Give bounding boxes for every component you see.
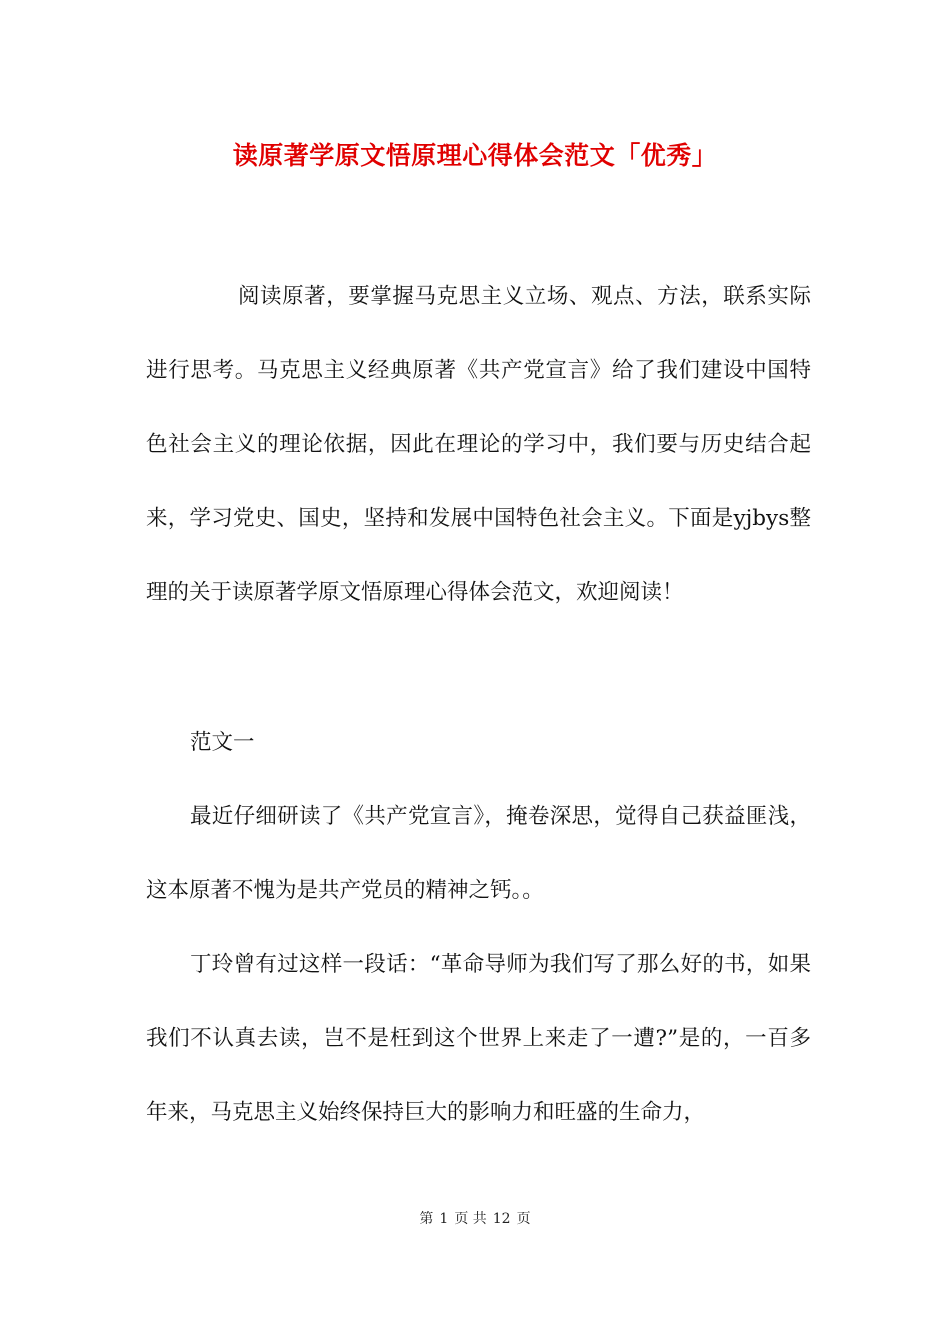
footer-total-pages: 12 [492,1211,511,1227]
body-paragraph-1: 最近仔细研读了《共产党宣言》，掩卷深思，觉得自己获益匪浅，这本原著不愧为是共产党员的精神之钙。。 [146,804,811,903]
footer-page-number: 1 [439,1211,449,1227]
footer-suffix: 页 [516,1211,531,1227]
section-heading: 范文一 [190,730,255,755]
page-footer [0,1208,950,1228]
document-title: 读原著学原文悟原理心得体会范文「优秀」 [232,141,718,170]
footer-middle: 页 共 [454,1211,487,1227]
footer-prefix: 第 [419,1211,434,1227]
body-paragraph-2: 丁玲曾有过这样一段话：“革命导师为我们写了那么好的书，如果我们不认真去读，岂不是枉到这个世界上来走了一遭?”是的，一百多年来，马克思主义始终保持巨大的影响力和旺盛的生命力， [146,952,811,1125]
intro-paragraph: 阅读原著，要掌握马克思主义立场、观点、方法，联系实际进行思考。马克思主义经典原著《共产党宣言》给了我们建设中国特色社会主义的理论依据，因此在理论的学习中，我们要与历史结合起来，学习党史、国史，坚持和发展中国特色社会主义。下面是yjbys整理的关于读原著学原文悟原理心得体会范文，欢迎阅读！ [146,284,811,605]
